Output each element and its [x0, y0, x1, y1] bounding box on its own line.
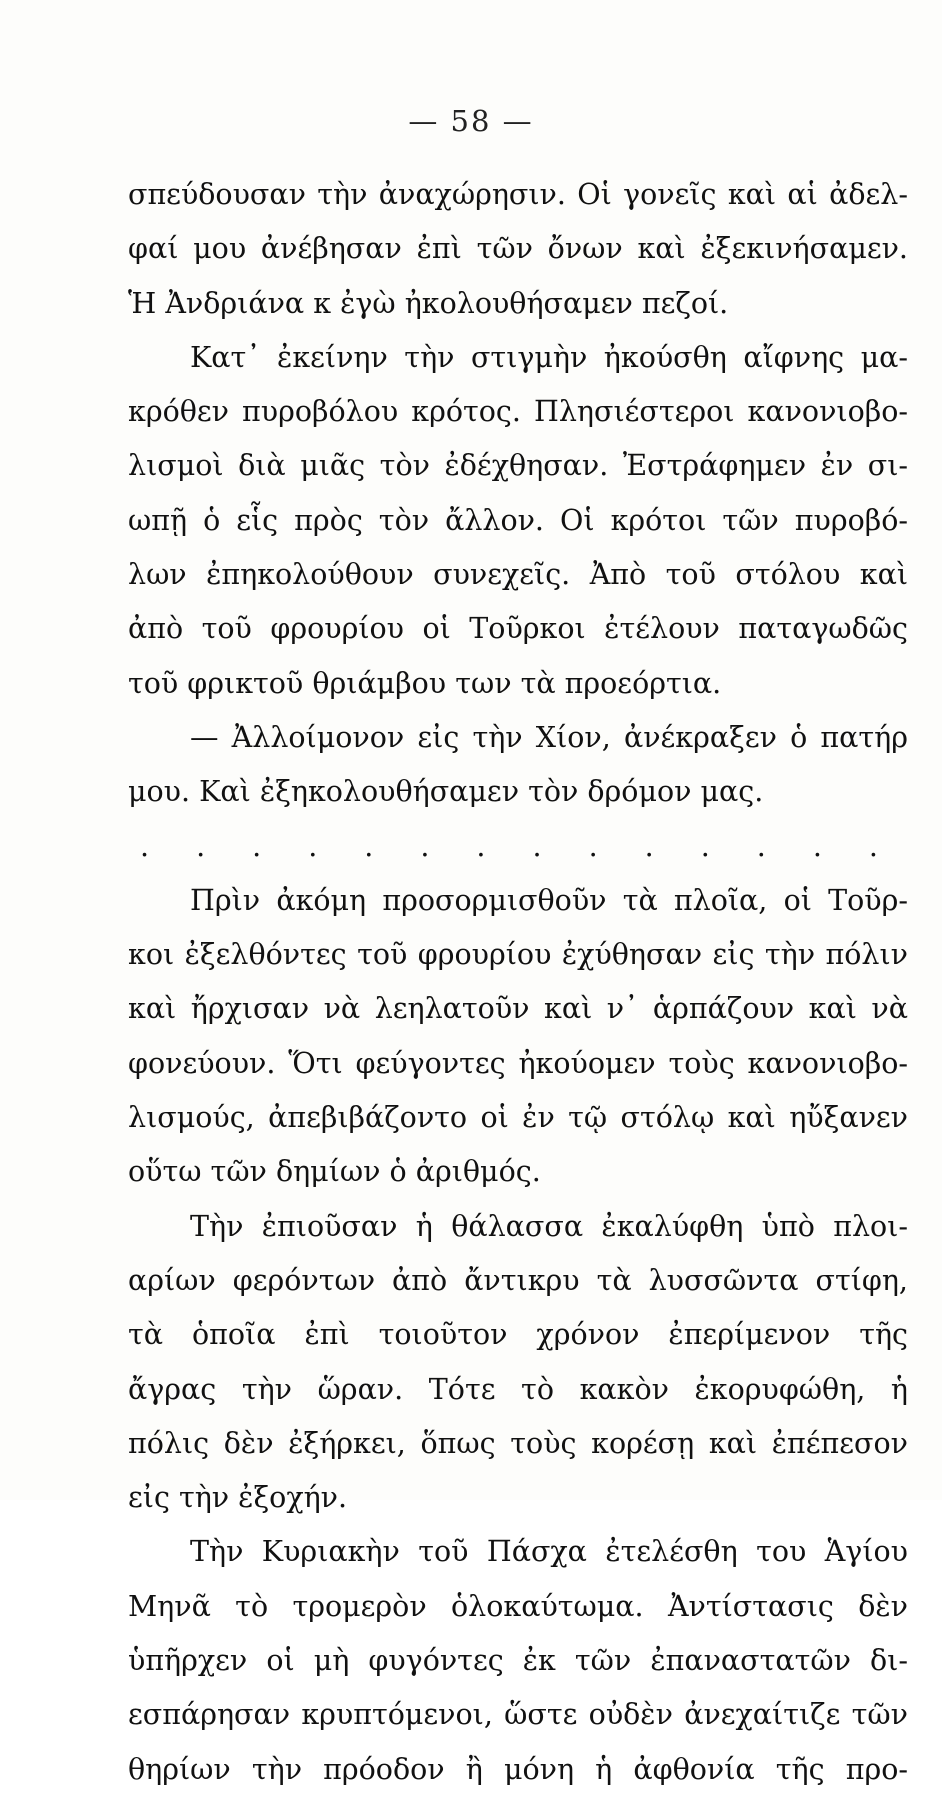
text-line: Κατ᾽ ἐκείνην τὴν στιγμὴν ἠκούσθη αἴφνης μα-: [190, 340, 908, 374]
text-line: μου. Καὶ ἐξηκολουθήσαμεν τὸν δρόμον μας.: [128, 775, 764, 809]
page-number: — 58 —: [408, 104, 534, 138]
text-line: Τὴν ἐπιοῦσαν ἡ θάλασσα ἐκαλύφθη ὑπὸ πλοι-: [190, 1209, 908, 1243]
text-line: ωπῇ ὁ εἷς πρὸς τὸν ἄλλον. Οἱ κρότοι τῶν πυροβό-: [128, 503, 908, 537]
text-line: λισμοὶ διὰ μιᾶς τὸν ἐδέχθησαν. Ἐστράφημεν ἐν σι-: [128, 449, 908, 483]
text-line: ἄγρας τὴν ὥραν. Τότε τὸ κακὸν ἐκορυφώθη, ἡ: [128, 1372, 908, 1406]
text-line: λων ἐπηκολούθουν συνεχεῖς. Ἀπὸ τοῦ στόλου καὶ: [128, 558, 908, 592]
text-line: θηρίων τὴν πρόοδον ἢ μόνη ἡ ἀφθονία τῆς προ-: [128, 1752, 908, 1786]
text-line: φαί μου ἀνέβησαν ἐπὶ τῶν ὄνων καὶ ἐξεκινήσαμεν.: [128, 232, 908, 266]
text-line: Τὴν Κυριακὴν τοῦ Πάσχα ἐτελέσθη του Ἁγίου: [190, 1535, 908, 1569]
text-line: Μηνᾶ τὸ τρομερὸν ὁλοκαύτωμα. Ἀντίστασις δὲν: [128, 1589, 908, 1623]
text-line: εσπάρησαν κρυπτόμενοι, ὥστε οὐδὲν ἀνεχαίτιζε τῶν: [128, 1698, 908, 1732]
text-line: πόλις δὲν ἐξήρκει, ὅπως τοὺς κορέσῃ καὶ ἐπέπεσον: [128, 1426, 908, 1460]
text-line: Ἡ Ἀνδριάνα κ ἐγὼ ἠκολουθήσαμεν πεζοί.: [128, 286, 729, 320]
text-line: κρόθεν πυροβόλου κρότος. Πλησιέστεροι κανονιοβο-: [128, 395, 908, 429]
text-line: κοι ἐξελθόντες τοῦ φρουρίου ἐχύθησαν εἰς τὴν πόλιν: [128, 938, 908, 972]
text-line: Πρὶν ἀκόμη προσορμισθοῦν τὰ πλοῖα, οἱ Τοῦρ-: [190, 883, 908, 917]
body-text: [128, 168, 908, 1797]
text-line: τὰ ὁποῖα ἐπὶ τοιοῦτον χρόνον ἐπερίμενον τῆς: [128, 1318, 908, 1352]
text-line: τοῦ φρικτοῦ θριάμβου των τὰ προεόρτια.: [128, 666, 722, 700]
text-line: — Ἀλλοίμονον εἰς τὴν Χίον, ἀνέκραξεν ὁ πατήρ: [190, 720, 908, 754]
text-line: σπεύδουσαν τὴν ἀναχώρησιν. Οἱ γονεῖς καὶ αἱ ἀδελ-: [128, 178, 908, 211]
text-line: εἰς τὴν ἐξοχήν.: [128, 1481, 348, 1515]
text-line: ἀπὸ τοῦ φρουρίου οἱ Τοῦρκοι ἐτέλουν παταγωδῶς: [128, 612, 908, 646]
ellipsis-separator: . . . . . . . . . . . . . .: [140, 829, 878, 863]
text-line: οὕτω τῶν δημίων ὁ ἀριθμός.: [128, 1155, 541, 1189]
text-line: αρίων φερόντων ἀπὸ ἄντικρυ τὰ λυσσῶντα στίφη,: [128, 1263, 908, 1297]
text-line: ὑπῆρχεν οἱ μὴ φυγόντες ἐκ τῶν ἐπαναστατῶν δι-: [128, 1644, 908, 1678]
text-line: λισμούς, ἀπεβιβάζοντο οἱ ἐν τῷ στόλῳ καὶ ηὔξανεν: [128, 1101, 908, 1135]
text-line: φονεύουν. Ὅτι φεύγοντες ἠκούομεν τοὺς κανονιοβο-: [128, 1046, 908, 1080]
text-line: καὶ ἤρχισαν νὰ λεηλατοῦν καὶ ν᾽ ἁρπάζουν καὶ νὰ: [128, 992, 908, 1026]
